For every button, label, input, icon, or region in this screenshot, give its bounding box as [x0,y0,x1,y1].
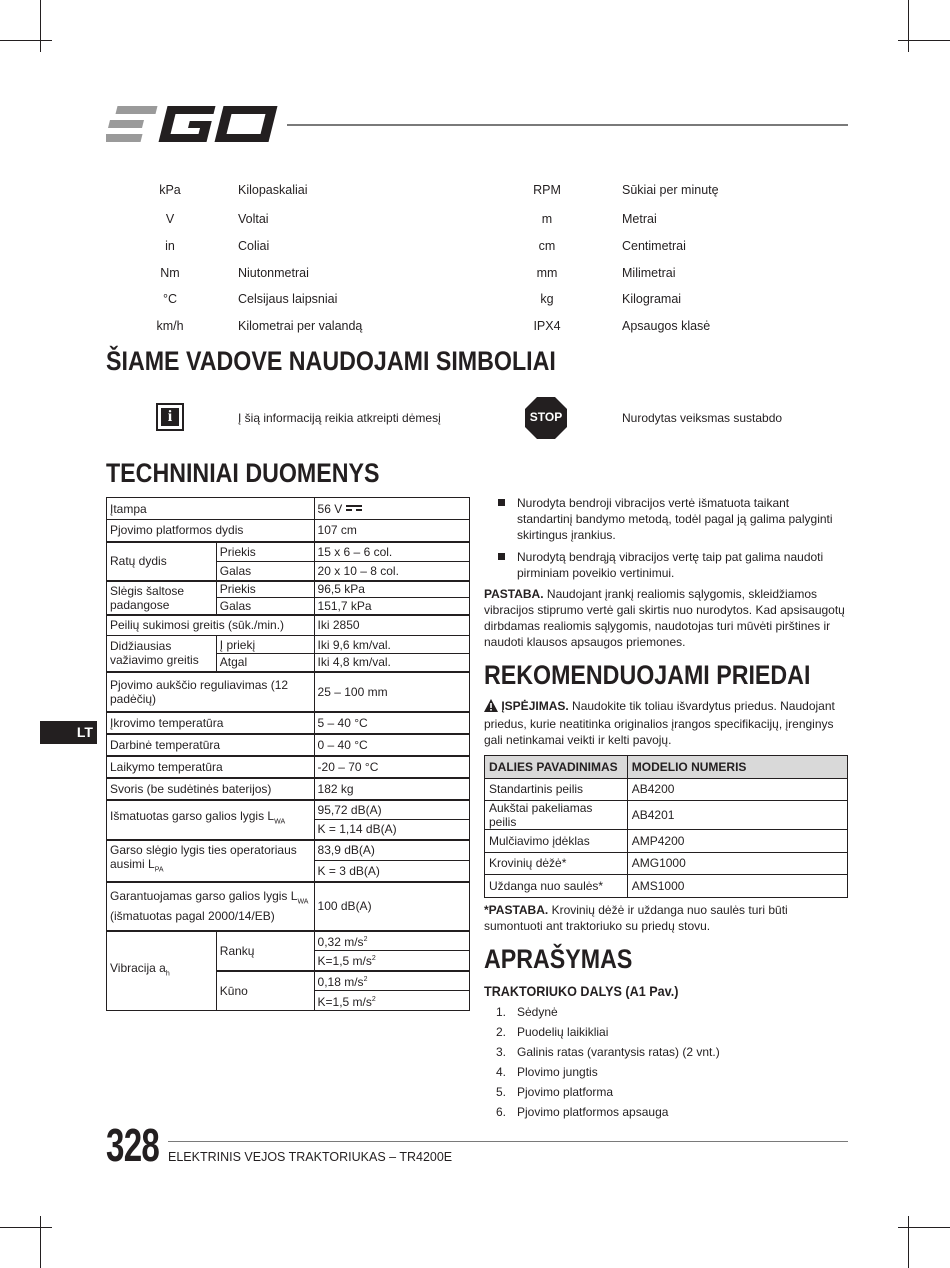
spec-value: 0,32 $m/s^2$ [314,931,469,951]
unit-abbreviation: V [165,212,175,226]
crop-mark [40,0,41,52]
list-item: Puodelių laikikliai [517,1025,609,1039]
spec-label: Pjovimo platformos dydis [107,520,315,542]
spec-value: Iki 4,8 km/val. [314,654,469,672]
unit-name: Kilogramai [622,292,682,306]
unit-name: Centimetrai [622,239,686,253]
spec-value: Iki 2850 [314,615,469,636]
spec-value: 0,18 $m/s^2$ [314,971,469,991]
table-row [485,778,848,801]
model-number: AB4200 [627,778,847,801]
dc-symbol-icon [346,505,362,513]
stop-text: Nurodytas veiksmas sustabdo [622,411,783,425]
unit-name: Coliai [238,239,270,253]
vibration-note: PASTABA. Naudojant įrankį realiomis sąlygomis, skleidžiamos vibracijos stiprumo vertė gali skirtis nuo nurodytos. Kad apsisaugotų dirbdamas realiomis sąlygomis, naudotojas turi mūvėti pirštines ir naudoti klausos apsaugos priemones. [484,587,845,649]
column-header: DALIES PAVADINIMAS [485,756,628,779]
spec-label: Laikymo temperatūra [107,756,315,778]
table-row [485,830,848,853]
footer-rule [168,1141,848,1142]
list-number: 1. [495,1005,506,1019]
spec-value: 15 x 6 – 6 col. [314,542,469,562]
list-item: Pjovimo platforma [517,1085,614,1099]
spec-sublabel: Galas [216,562,314,581]
unit-name: Kilopaskaliai [238,183,308,197]
spec-value: 83,9 dB(A) [314,840,469,861]
vibration-bullet [498,549,834,581]
list-item: Sėdynė [517,1005,558,1019]
spec-value: K=1,5 $m/s^2$ [314,951,469,971]
list-number: 3. [495,1045,506,1059]
description-subheading: TRAKTORIUKO DALYS (A1 Pav.) [484,983,679,999]
unit-name: Niutonmetrai [238,266,309,280]
spec-value: 25 – 100 mm [314,672,469,712]
unit-abbreviation: in [165,239,175,253]
spec-value: 56 V [314,498,469,520]
description-heading: APRAŠYMAS [484,944,633,974]
spec-label: Peilių sukimosi greitis (sūk./min.) [107,615,315,636]
column-header: MODELIO NUMERIS [627,756,847,779]
footer-title: ELEKTRINIS VEJOS TRAKTORIUKAS – TR4200E [168,1150,453,1164]
spec-label: Pjovimo aukščio reguliavimas (12 padėčių) [107,672,315,712]
spec-value: 0 – 40 °C [314,734,469,756]
part-name: Standartinis peilis [485,778,628,801]
part-name: Aukštai pakeliamas peilis [485,801,628,830]
bullet-icon [498,553,505,560]
list-number: 5. [495,1085,506,1099]
specs-table [106,497,470,1011]
spec-value: 182 kg [314,778,469,800]
model-number: AB4201 [627,801,847,830]
unit-name: Voltai [238,212,269,226]
crop-mark [898,40,950,41]
spec-label: Ratų dydis [107,542,217,581]
spec-label: Svoris (be sudėtinės baterijos) [107,778,315,800]
unit-name: Milimetrai [622,266,676,280]
spec-value: 95,72 dB(A) [314,800,469,820]
list-number: 6. [495,1105,506,1119]
spec-value: K=1,5 $m/s^2$ [314,991,469,1011]
spec-label: Įtampa [107,498,315,520]
spec-label: Išmatuotas garso galios lygis $L_{WA}$ [107,800,315,840]
spec-value: K = 1,14 dB(A) [314,820,469,840]
model-number: AMS1000 [627,875,847,898]
vibration-bullet [498,495,834,543]
accessories-table [484,755,848,898]
header-rule [287,124,848,126]
model-number: AMG1000 [627,852,847,875]
info-icon-letter: i [161,408,179,426]
spec-value: 5 – 40 °C [314,712,469,734]
unit-name: Celsijaus laipsniai [238,292,338,306]
info-text: Į šią informaciją reikia atkreipti dėmesį [238,411,441,425]
spec-label: Įkrovimo temperatūra [107,712,315,734]
spec-value: 151,7 kPa [314,598,469,615]
accessories-heading: REKOMENDUOJAMI PRIEDAI [484,660,811,690]
spec-label: Slėgis šaltose padangose [107,581,217,615]
unit-abbreviation: IPX4 [533,319,561,333]
crop-mark [898,1227,950,1228]
spec-value: 100 dB(A) [314,882,469,931]
list-number: 4. [495,1065,506,1079]
symbols-heading: ŠIAME VADOVE NAUDOJAMI SIMBOLIAI [106,346,556,376]
table-row [485,801,848,830]
spec-sublabel: Rankų [216,931,314,971]
spec-value: 107 cm [314,520,469,542]
part-name: Mulčiavimo įdėklas [485,830,628,853]
unit-abbreviation: Nm [160,266,180,280]
spec-sublabel: Į priekį [216,636,314,654]
language-tab [40,721,97,744]
bullet-text: Nurodytą bendrąją vibracijos vertę taip pat galima naudoti pirminiam poveikio vertinimui. [517,550,824,580]
list-item: Pjovimo platformos apsauga [517,1105,669,1119]
bullet-text: Nurodyta bendroji vibracijos vertė išmatuota taikant standartinį bandymo metodą, todėl pagal ją galima palyginti skirtingus įrankius. [517,496,833,542]
list-item: Plovimo jungtis [517,1065,598,1079]
spec-value: Iki 9,6 km/val. [314,636,469,654]
spec-sublabel: Priekis [216,542,314,562]
stop-icon-text: STOP [529,410,563,424]
warning-text: ĮSPĖJIMAS. Naudokite tik toliau išvardytus priedus. Naudojant priedus, kurie neatitinka originalios įrangos specifikacijų, įrenginys gali netinkamai veikti ir kelti pavojų. [484,699,835,747]
spec-label: Garso slėgio lygis ties operatoriaus ausimi $L_{PA}$ [107,840,315,882]
table-row [485,875,848,898]
crop-mark [0,1227,52,1228]
spec-label: Didžiausias važiavimo greitis [107,636,217,672]
language-tab-label: LT [76,724,93,740]
crop-mark [908,1216,909,1268]
part-name: Krovinių dėžė* [485,852,628,875]
spec-value: 20 x 10 – 8 col. [314,562,469,581]
unit-abbreviation: RPM [533,183,561,197]
model-number: AMP4200 [627,830,847,853]
crop-mark [0,40,52,41]
unit-abbreviation: °C [162,292,178,306]
spec-label: Vibracija $a_h$ [107,931,217,1011]
bullet-icon [498,499,505,506]
spec-sublabel: Kūno [216,971,314,1011]
spec-sublabel: Galas [216,598,314,615]
warning-icon [484,699,498,716]
unit-abbreviation: km/h [156,319,184,333]
spec-sublabel: Atgal [216,654,314,672]
unit-abbreviation: kg [540,292,554,306]
unit-name: Kilometrai per valandą [238,319,363,333]
unit-abbreviation: kPa [159,183,181,197]
spec-sublabel: Priekis [216,581,314,598]
spec-label: Garantuojamas garso galios lygis $L_{WA}$ (išmatuotas pagal 2000/14/EB) [107,882,315,931]
accessories-note: *PASTABA. Krovinių dėžė ir uždanga nuo saulės turi būti sumontuoti ant traktoriuko su priedų stovu. [484,903,788,933]
unit-abbreviation: mm [536,266,558,280]
spec-label: Darbinė temperatūra [107,734,315,756]
spec-value: -20 – 70 °C [314,756,469,778]
page-number: 328 [106,1119,160,1171]
spec-value: 96,5 kPa [314,581,469,598]
unit-name: Sūkiai per minutę [622,183,719,197]
spec-value: K = 3 dB(A) [314,861,469,882]
stop-icon [524,396,568,440]
info-icon [156,403,184,431]
ego-logo [106,104,278,144]
unit-name: Apsaugos klasė [622,319,711,333]
list-item: Galinis ratas (varantysis ratas) (2 vnt.) [517,1045,720,1059]
unit-name: Metrai [622,212,657,226]
crop-mark [40,1216,41,1268]
table-row [485,852,848,875]
unit-abbreviation: m [541,212,553,226]
list-number: 2. [495,1025,506,1039]
crop-mark [908,0,909,52]
unit-abbreviation: cm [538,239,556,253]
part-name: Uždanga nuo saulės* [485,875,628,898]
specs-heading: TECHNINIAI DUOMENYS [106,458,380,488]
